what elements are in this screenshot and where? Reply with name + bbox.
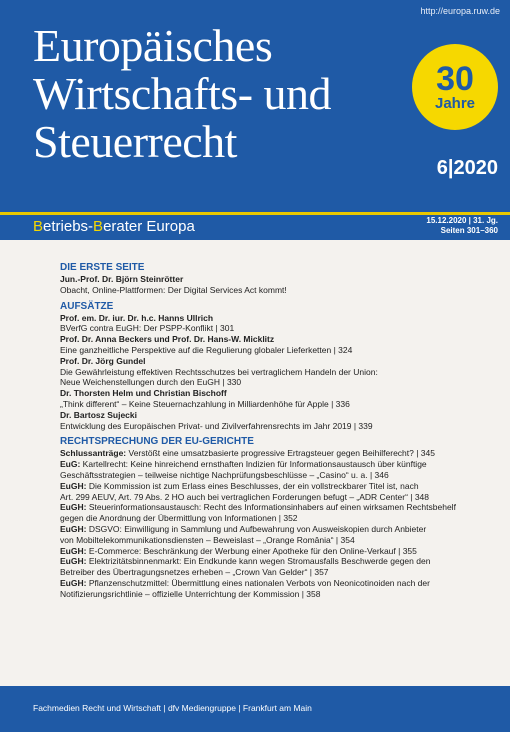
anniversary-badge <box>412 44 498 130</box>
toc-case-entry <box>60 556 500 567</box>
toc-author: Dr. Bartosz Sujecki <box>60 409 138 420</box>
toc-case-entry <box>60 448 500 459</box>
series-name <box>33 218 195 235</box>
title-line-2: Wirtschafts- und <box>33 68 332 119</box>
publisher-line: Fachmedien Recht und Wirtschaft | dfv Mediengruppe | Frankfurt am Main <box>33 703 312 713</box>
case-court-label: EuGH: <box>60 545 87 556</box>
case-court-label: EuGH: <box>60 502 87 513</box>
series-bar <box>0 215 510 240</box>
series-initial-b1: B <box>33 218 44 235</box>
title-line-3: Steuerrecht <box>33 116 237 167</box>
toc-case-entry <box>60 459 500 470</box>
toc-author: Jun.-Prof. Dr. Björn Steinrötter <box>60 274 184 284</box>
title-line-1: Europäisches <box>33 20 273 71</box>
cover-header <box>0 0 510 212</box>
section-heading-aufsaetze: AUFSÄTZE <box>60 300 114 312</box>
case-text-cont: von Mobiltelekommunikationsdiensten – Beweislast – „Orange România“ | 354 <box>60 534 355 545</box>
case-text-cont: Betreiber des Übertragungsnetzes erheben – „Crown Van Gelder“ | 357 <box>60 567 329 578</box>
journal-url[interactable]: http://europa.ruw.de <box>420 6 500 16</box>
case-court-label: EuGH: <box>60 577 87 588</box>
case-text: DSGVO: Einwilligung in Sammlung und Aufbewahrung von Ausweiskopien durch Anbieter <box>86 523 427 534</box>
toc-article-title: Die Gewährleistung effektiven Rechtsschutzes bei vertraglichem Handeln der Union: <box>60 366 378 377</box>
case-court-label: EuG: <box>60 459 81 470</box>
toc-author: Prof. Dr. Jörg Gundel <box>60 355 146 366</box>
issue-meta <box>426 216 498 236</box>
toc-case-entry <box>60 578 500 589</box>
section-heading-rechtsprechung: RECHTSPRECHUNG DER EU-GERICHTE <box>60 436 254 448</box>
toc-case-entry <box>60 502 500 513</box>
case-text-cont: Art. 299 AEUV, Art. 79 Abs. 2 HO auch bei vertraglichen Forderungen befugt – „ADR Center“ | 348 <box>60 491 430 502</box>
journal-title <box>33 22 331 166</box>
issue-number: 6|2020 <box>436 157 498 179</box>
case-text: E-Commerce: Beschränkung der Werbung einer Apotheke für den Online-Verkauf | 355 <box>86 545 417 556</box>
case-court-label: EuGH: <box>60 523 87 534</box>
badge-word: Jahre <box>434 94 476 112</box>
toc-case-entry <box>60 524 500 535</box>
case-text: Kartellrecht: Keine hinreichend ernsthaften Indizien für Informationsaustausch über künftige <box>80 459 427 470</box>
issue-pages: Seiten 301–360 <box>440 226 498 235</box>
toc-author: Dr. Thorsten Helm und Christian Bischoff <box>60 388 227 399</box>
case-court-label: Schlussanträge: <box>60 448 127 459</box>
section-heading-erste-seite: DIE ERSTE SEITE <box>60 262 145 273</box>
badge-number: 30 <box>436 59 474 98</box>
case-text: Pflanzenschutzmittel: Übermittlung eines nationalen Verbots von Neonicotinoiden nach der <box>86 577 430 588</box>
series-text-1: etriebs- <box>43 218 94 235</box>
toc-article-title: Eine ganzheitliche Perspektive auf die Regulierung globaler Lieferketten | 324 <box>60 344 353 355</box>
case-text-cont: Geschäftsstrategien – teilweise nichtige Nachprüfungsbeschlüsse – „Casino“ u. a. | 346 <box>60 469 389 480</box>
series-initial-b2: B <box>93 218 104 235</box>
case-text: Verstößt eine umsatzbasierte progressive Ertragsteuer gegen Beihilferecht? | 345 <box>126 448 435 459</box>
issue-date: 15.12.2020 | 31. Jg. <box>426 216 498 225</box>
toc-case-entry <box>60 481 500 492</box>
case-text: Die Kommission ist zum Erlass eines Beschlusses, der ein vollstreckbarer Titel ist, nach <box>86 480 419 491</box>
case-text-cont: Notifizierungsrichtlinie – offizielle Unterrichtung der Kommission | 358 <box>60 588 321 599</box>
case-court-label: EuGH: <box>60 480 87 491</box>
toc-case-entry <box>60 546 500 557</box>
case-text-cont: gegen die Anordnung der Übermittlung von Informationen | 352 <box>60 513 298 524</box>
toc-author: Prof. Dr. Anna Beckers und Prof. Dr. Hans-W. Micklitz <box>60 334 275 345</box>
toc-article-title: Entwicklung des Europäischen Privat- und Zivilverfahrensrechts im Jahr 2019 | 339 <box>60 420 373 431</box>
toc-article-title: BVerfG contra EuGH: Der PSPP-Konflikt | 301 <box>60 323 235 334</box>
case-text: Elektrizitätsbinnenmarkt: Ein Endkunde kann wegen Stromausfalls Beschwerde gegen den <box>86 556 431 567</box>
table-of-contents <box>60 262 500 600</box>
series-text-2: erater Europa <box>103 218 195 235</box>
toc-article-title-cont: Neue Weichenstellungen durch den EuGH | 330 <box>60 377 242 388</box>
case-court-label: EuGH: <box>60 556 87 567</box>
case-text: Steuerinformationsaustausch: Recht des Informationsinhabers auf einen wirksamen Rechtsbehelf <box>86 502 456 513</box>
toc-article-title: „Think different“ – Keine Steuernachzahlung in Milliardenhöhe für Apple | 336 <box>60 398 350 409</box>
toc-author: Prof. em. Dr. iur. Dr. h.c. Hanns Ullrich <box>60 312 214 323</box>
publisher-footer <box>0 686 510 732</box>
toc-article-title: Obacht, Online-Plattformen: Der Digital Services Act kommt! <box>60 284 287 295</box>
